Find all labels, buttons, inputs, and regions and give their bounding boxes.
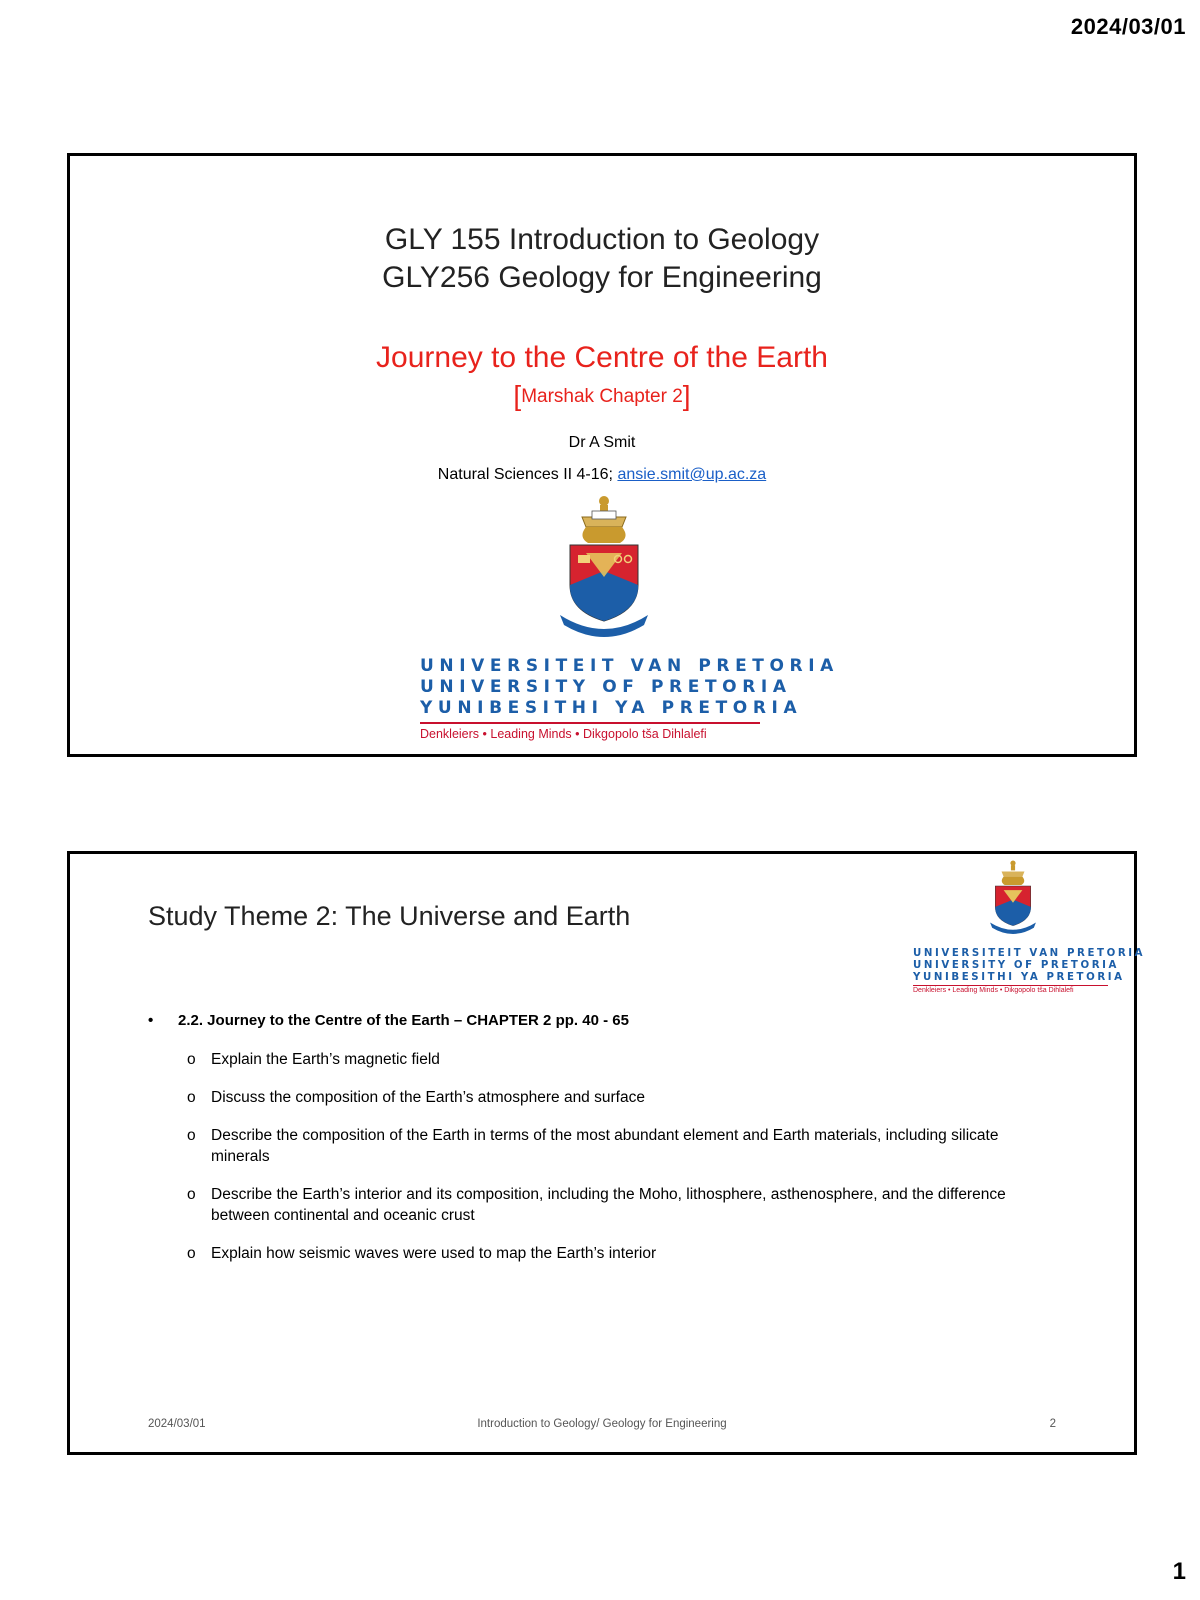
contact-office: Natural Sciences II 4-16; bbox=[437, 466, 618, 483]
university-name-english: UNIVERSITY OF PRETORIA bbox=[420, 677, 792, 697]
contact-line bbox=[70, 466, 1134, 484]
sub-bullet-marker: o bbox=[187, 1089, 196, 1106]
university-name-english: UNIVERSITY OF PRETORIA bbox=[913, 960, 1120, 971]
list-item bbox=[187, 1243, 1027, 1264]
list-item-text: Discuss the composition of the Earth’s atmosphere and surface bbox=[211, 1089, 645, 1106]
bullet-marker: • bbox=[148, 1012, 154, 1029]
chapter-text: Marshak Chapter 2 bbox=[521, 386, 683, 407]
list-item-text: Describe the composition of the Earth in terms of the most abundant element and Earth materials, including silicate minerals bbox=[211, 1127, 999, 1165]
list-item bbox=[187, 1049, 1027, 1070]
university-name-afrikaans: UNIVERSITEIT VAN PRETORIA bbox=[420, 656, 839, 676]
objectives-list bbox=[187, 1049, 1027, 1281]
list-item-text: Explain how seismic waves were used to map the Earth’s interior bbox=[211, 1245, 657, 1262]
author: Dr A Smit bbox=[568, 434, 636, 451]
slide-1-title bbox=[70, 221, 1134, 297]
university-crest-icon bbox=[556, 493, 652, 643]
university-name-sepedi: YUNIBESITHI YA PRETORIA bbox=[913, 972, 1125, 983]
university-name-afrikaans: UNIVERSITEIT VAN PRETORIA bbox=[913, 948, 1146, 959]
slide-footer-date: 2024/03/01 bbox=[148, 1418, 206, 1430]
university-wordmark bbox=[420, 656, 839, 741]
list-item-text: Explain the Earth’s magnetic field bbox=[211, 1051, 440, 1068]
course-title-1: GLY 155 Introduction to Geology bbox=[384, 223, 820, 256]
list-item bbox=[187, 1184, 1027, 1226]
slide-footer-title: Introduction to Geology/ Geology for Engineering bbox=[477, 1418, 727, 1430]
list-item bbox=[187, 1125, 1027, 1167]
university-crest-icon bbox=[988, 858, 1038, 938]
university-wordmark-small bbox=[913, 948, 1146, 994]
slide-2-title: Study Theme 2: The Universe and Earth bbox=[148, 901, 631, 931]
chapter-reference: [Marshak Chapter 2] bbox=[513, 380, 691, 411]
sub-bullet-marker: o bbox=[187, 1127, 196, 1144]
sub-bullet-marker: o bbox=[187, 1051, 196, 1068]
list-item-text: Describe the Earth’s interior and its composition, including the Moho, lithosphere, asthenosphere, and the difference between continental and oceanic crust bbox=[211, 1186, 1006, 1224]
page-date: 2024/03/01 bbox=[1070, 14, 1186, 39]
course-title-2: GLY256 Geology for Engineering bbox=[382, 261, 822, 294]
wordmark-divider bbox=[913, 985, 1108, 986]
sub-bullet-marker: o bbox=[187, 1245, 196, 1262]
university-tagline: Denkleiers • Leading Minds • Dikgopolo tša Dihlalefi bbox=[420, 727, 707, 741]
wordmark-divider bbox=[420, 722, 760, 724]
slide-1-subtitle: Journey to the Centre of the Earth bbox=[376, 341, 828, 374]
university-name-sepedi: YUNIBESITHI YA PRETORIA bbox=[420, 698, 803, 718]
page-number: 1 bbox=[1172, 1558, 1186, 1585]
main-bullet-text: 2.2. Journey to the Centre of the Earth – CHAPTER 2 pp. 40 - 65 bbox=[178, 1012, 629, 1029]
sub-bullet-marker: o bbox=[187, 1186, 196, 1203]
main-bullet bbox=[148, 1012, 629, 1029]
list-item bbox=[187, 1087, 1027, 1108]
university-tagline: Denkleiers • Leading Minds • Dikgopolo tša Dihlalefi bbox=[913, 987, 1074, 994]
slide-footer-page: 2 bbox=[1049, 1418, 1056, 1430]
slide-2 bbox=[67, 851, 1146, 1455]
email-link[interactable]: ansie.smit@up.ac.za bbox=[617, 466, 767, 483]
slide-1 bbox=[67, 153, 1137, 757]
